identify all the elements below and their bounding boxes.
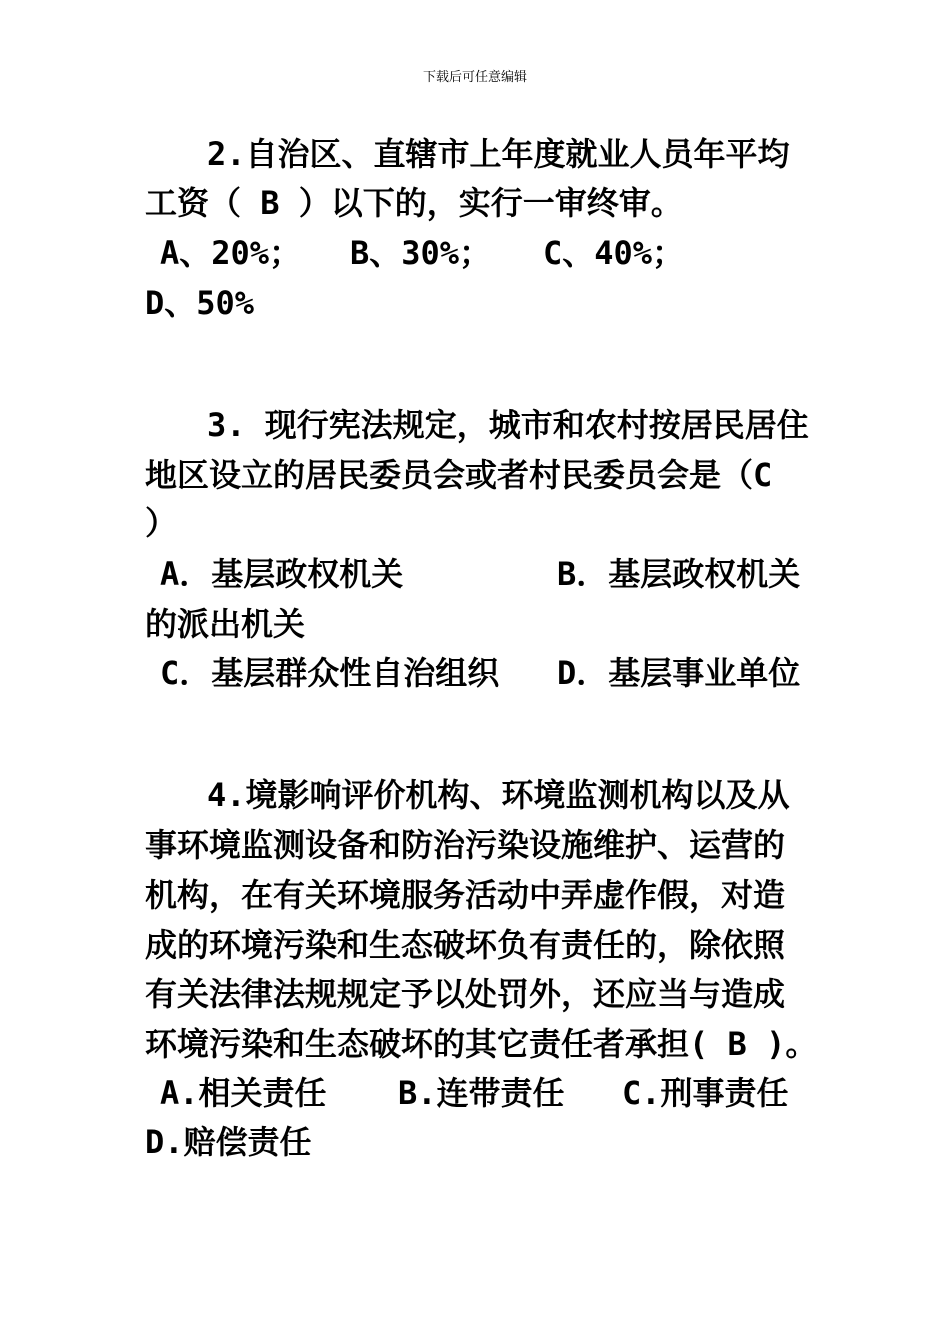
q2-option-d: D、50% <box>145 284 255 322</box>
q2-option-c: C、40%； <box>543 234 685 272</box>
q4-option-c: C.刑事责任 <box>622 1074 789 1112</box>
q4-option-b: B.连带责任 <box>398 1074 565 1112</box>
q4-line-1: 4.境影响评价机构、环境监测机构以及从 <box>207 776 790 814</box>
q3-option-b: B．基层政权机关 <box>557 555 801 593</box>
q2-option-b: B、30%； <box>350 234 492 272</box>
q3-line-2: 地区设立的居民委员会或者村民委员会是（C <box>145 456 773 494</box>
q2-line-2: 工资（ B ）以下的，实行一审终审。 <box>145 184 683 222</box>
q4-option-a: A.相关责任 <box>160 1074 327 1112</box>
page-header: 下载后可任意编辑 <box>422 70 527 85</box>
q4-line-2: 事环境监测设备和防治污染设施维护、运营的 <box>145 826 786 864</box>
q4-option-d: D.赔偿责任 <box>145 1123 312 1161</box>
q4-line-5: 有关法律法规规定予以处罚外，还应当与造成 <box>145 975 786 1013</box>
q2-option-a: A、20%； <box>160 234 302 272</box>
q3-option-c: C．基层群众性自治组织 <box>160 654 500 692</box>
q3-option-a: A．基层政权机关 <box>160 555 404 593</box>
q4-line-3: 机构，在有关环境服务活动中弄虚作假，对造 <box>145 876 786 914</box>
q4-line-4: 成的环境污染和生态破坏负有责任的，除依照 <box>145 926 786 964</box>
q3-option-d: D．基层事业单位 <box>557 654 801 692</box>
q3-line-3: ） <box>145 504 178 542</box>
q3-line-1: 3. 现行宪法规定，城市和农村按居民居住 <box>207 406 809 444</box>
q4-line-6: 环境污染和生态破坏的其它责任者承担( B )。 <box>145 1025 818 1063</box>
q2-line-1: 2.自治区、直辖市上年度就业人员年平均 <box>207 135 790 173</box>
q3-option-b-continued: 的派出机关 <box>145 605 306 643</box>
